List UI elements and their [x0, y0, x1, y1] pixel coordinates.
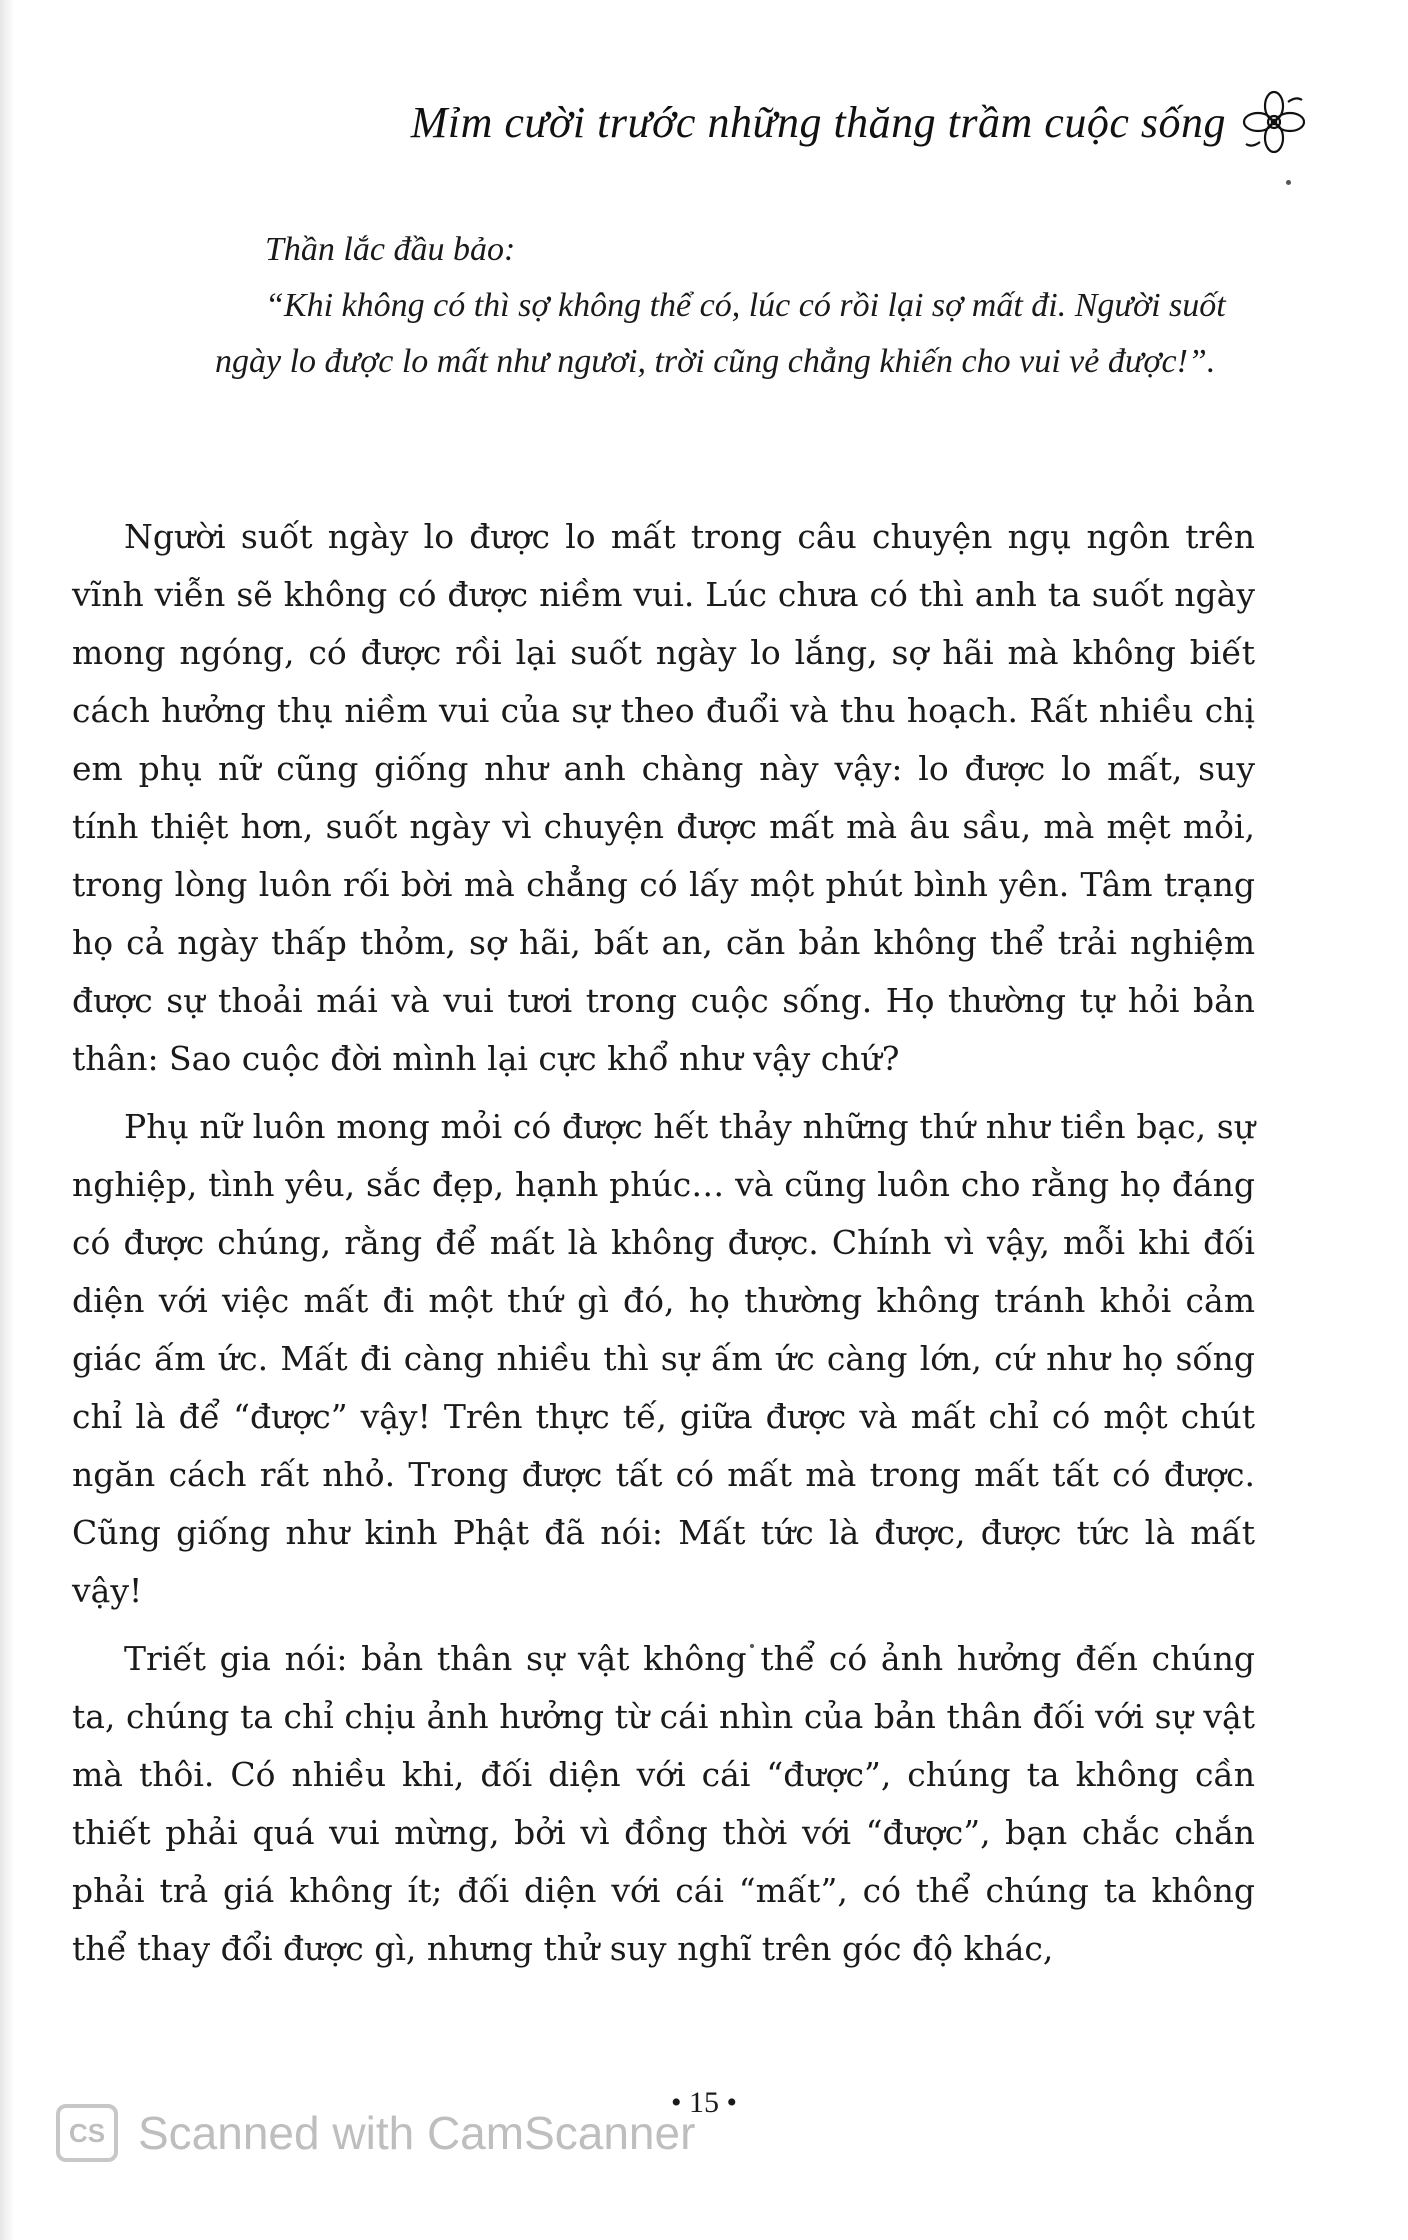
camscanner-logo-icon: CS [56, 2104, 118, 2162]
camscanner-watermark [56, 2104, 695, 2162]
paragraph: Triết gia nói: bản thân sự vật không thể có ảnh hưởng đến chúng ta, chúng ta chỉ chịu ảnh hưởng từ cái nhìn của bản thân đối với sự vật mà thôi. Có nhiều khi, đối diện với cái “được”, chúng ta không cần thiết phải quá vui mừng, bởi vì đồng thời với “được”, bạn chắc chắn phải trả giá không ít; đối diện với cái “mất”, có thể chúng ta không thể thay đổi được gì, nhưng thử suy nghĩ trên góc độ khác, [72, 1639, 1255, 1968]
paragraph: Phụ nữ luôn mong mỏi có được hết thảy những thứ như tiền bạc, sự nghiệp, tình yêu, sắc đẹp, hạnh phúc… và cũng luôn cho rằng họ đáng có được chúng, rằng để mất là không được. Chính vì vậy, mỗi khi đối diện với việc mất đi một thứ gì đó, họ thường không tránh khỏi cảm giác ấm ức. Mất đi càng nhiều thì sự ấm ức càng lớn, cứ như họ sống chỉ là để “được” vậy! Trên thực tế, giữa được và mất chỉ có một chút ngăn cách rất nhỏ. Trong được tất có mất mà trong mất tất có được. Cũng giống như kinh Phật đã nói: Mất tức là được, được tức là mất vậy! [72, 1107, 1255, 1610]
flower-ornament-icon [1240, 88, 1308, 156]
quote-block [215, 222, 1255, 390]
running-header-title: Mỉm cười trước những thăng trầm cuộc sống [410, 97, 1226, 147]
page-edge-shadow [0, 0, 14, 2240]
watermark-text: Scanned with CamScanner [138, 2107, 696, 2159]
quote-text: “Khi không có thì sợ không thể có, lúc có rồi lại sợ mất đi. Người suốt ngày lo được lo mất như ngươi, trời cũng chẳng khiến cho vui vẻ được!”. [215, 287, 1226, 380]
page-number: • 15 • [670, 2086, 737, 2119]
quote-intro: Thần lắc đầu bảo: [265, 231, 516, 268]
scan-speck [1286, 180, 1291, 185]
body-text [72, 508, 1255, 1988]
paragraph: Người suốt ngày lo được lo mất trong câu chuyện ngụ ngôn trên vĩnh viễn sẽ không có được niềm vui. Lúc chưa có thì anh ta suốt ngày mong ngóng, có được rồi lại suốt ngày lo lắng, sợ hãi mà không biết cách hưởng thụ niềm vui của sự theo đuổi và thu hoạch. Rất nhiều chị em phụ nữ cũng giống như anh chàng này vậy: lo được lo mất, suy tính thiệt hơn, suốt ngày vì chuyện được mất mà âu sầu, mà mệt mỏi, trong lòng luôn rối bời mà chẳng có lấy một phút bình yên. Tâm trạng họ cả ngày thấp thỏm, sợ hãi, bất an, căn bản không thể trải nghiệm được sự thoải mái và vui tươi trong cuộc sống. Họ thường tự hỏi bản thân: Sao cuộc đời mình lại cực khổ như vậy chứ? [72, 517, 1255, 1078]
running-header [411, 88, 1308, 156]
